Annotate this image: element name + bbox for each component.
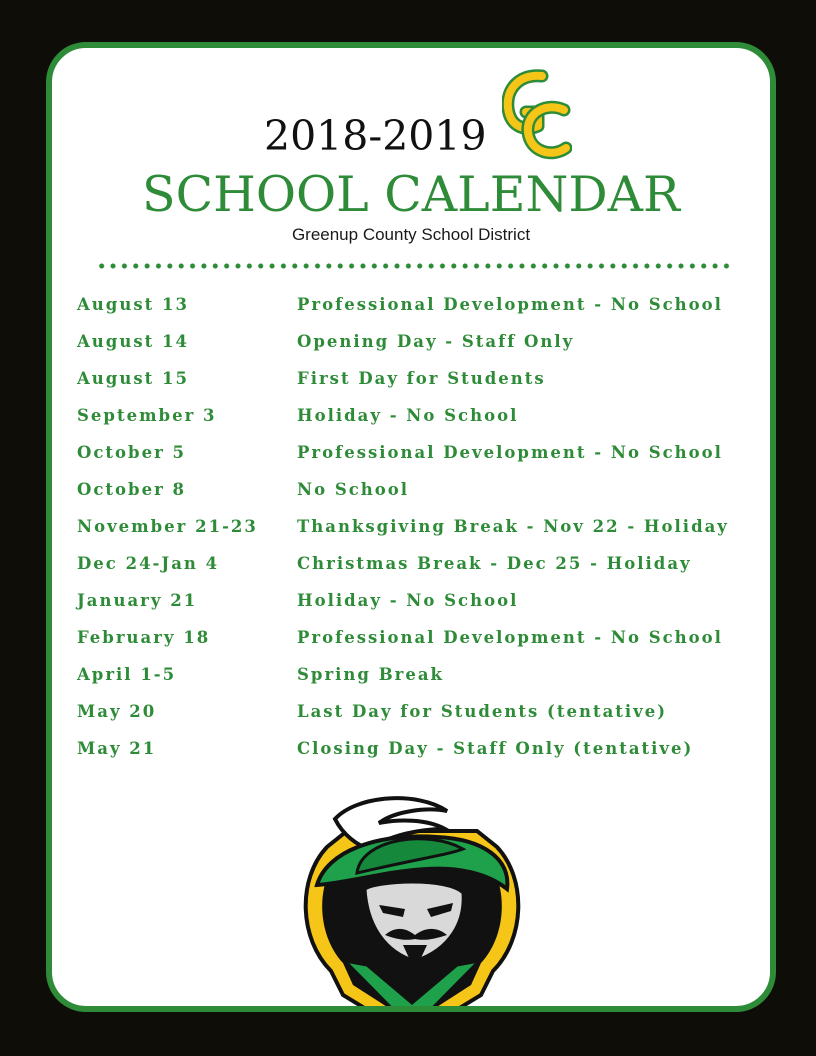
event-row <box>77 406 767 443</box>
event-date: April 1-5 <box>77 665 177 684</box>
events-list <box>77 295 767 776</box>
event-description: Thanksgiving Break - Nov 22 - Holiday <box>297 517 729 536</box>
event-description: Spring Break <box>297 665 444 684</box>
event-description: Professional Development - No School <box>297 628 723 647</box>
event-description: Opening Day - Staff Only <box>297 332 575 351</box>
school-year: 2018-2019 <box>264 112 487 160</box>
event-description: Holiday - No School <box>297 591 519 610</box>
event-date: September 3 <box>77 406 217 425</box>
musketeer-mascot-icon <box>287 789 537 1012</box>
gc-logo-icon <box>502 68 572 162</box>
event-description: Last Day for Students (tentative) <box>297 702 668 721</box>
event-date: October 8 <box>77 480 186 499</box>
event-date: February 18 <box>77 628 211 647</box>
page-title: SCHOOL CALENDAR <box>142 166 680 223</box>
event-row <box>77 739 767 776</box>
event-description: Closing Day - Staff Only (tentative) <box>297 739 694 758</box>
event-description: Holiday - No School <box>297 406 519 425</box>
calendar-card <box>46 42 776 1012</box>
event-row <box>77 702 767 739</box>
event-date: August 13 <box>77 295 189 314</box>
event-description: No School <box>297 480 410 499</box>
event-row <box>77 295 767 332</box>
event-date: Dec 24-Jan 4 <box>77 554 220 573</box>
event-row <box>77 554 767 591</box>
event-date: May 21 <box>77 739 157 758</box>
event-description: Professional Development - No School <box>297 295 723 314</box>
event-row <box>77 369 767 406</box>
event-row <box>77 443 767 480</box>
event-row <box>77 480 767 517</box>
dotted-divider <box>96 261 732 271</box>
event-description: Christmas Break - Dec 25 - Holiday <box>297 554 692 573</box>
event-row <box>77 517 767 554</box>
event-date: May 20 <box>77 702 157 721</box>
event-date: January 21 <box>77 591 198 610</box>
district-name: Greenup County School District <box>291 225 531 244</box>
event-description: Professional Development - No School <box>297 443 723 462</box>
event-row <box>77 332 767 369</box>
event-row <box>77 628 767 665</box>
event-row <box>77 591 767 628</box>
event-date: August 14 <box>77 332 189 351</box>
event-date: August 15 <box>77 369 189 388</box>
event-date: November 21-23 <box>77 517 258 536</box>
event-description: First Day for Students <box>297 369 546 388</box>
event-row <box>77 665 767 702</box>
event-date: October 5 <box>77 443 186 462</box>
